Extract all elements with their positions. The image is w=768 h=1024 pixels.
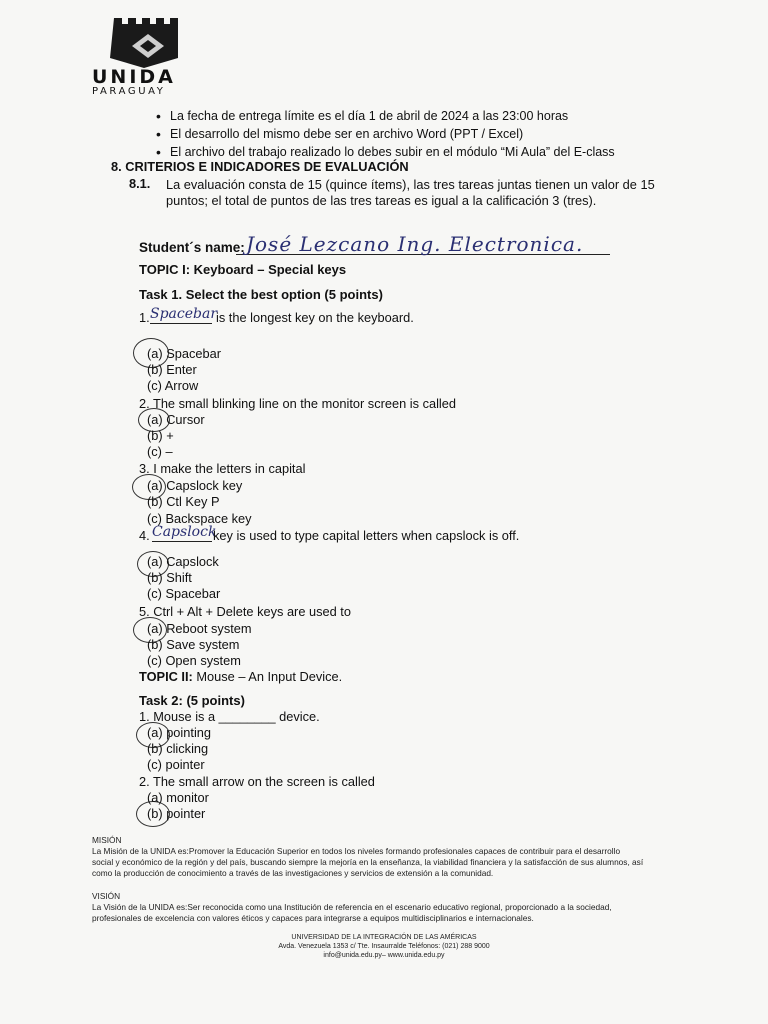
q2-option-b: (b) + (147, 428, 174, 443)
q4-option-b: (b) Shift (147, 570, 192, 585)
brand-subtitle: PARAGUAY (92, 86, 166, 97)
q6-option-c: (c) pointer (147, 757, 205, 772)
topic2-label: TOPIC II: (139, 669, 193, 684)
q4-text: key is used to type capital letters when capslock is off. (213, 528, 520, 543)
q4-handwritten-answer: Capslock (152, 524, 217, 540)
q1-option-b: (b) Enter (147, 362, 197, 377)
q7-text: 2. The small arrow on the screen is called (139, 774, 375, 789)
q7-option-a: (a) monitor (147, 790, 209, 805)
vision-line2: profesionales de excelencia con valores éticos y capaces para integrarse a equipos multidisciplinarios e internacionales. (92, 913, 534, 923)
footer-address: Avda. Venezuela 1353 c/ Tte. Insaurralde Teléfonos: (021) 288 9000 (278, 943, 490, 950)
vision-title: VISIÓN (92, 891, 121, 901)
bullet-deadline: • La fecha de entrega límite es el día 1 de abril de 2024 a las 23:00 horas (170, 108, 568, 124)
footer-contact: info@unida.edu.py– www.unida.edu.py (323, 952, 445, 959)
q1-blank (150, 323, 212, 324)
q5-option-a: (a) Reboot system (147, 621, 252, 636)
mision-title: MISIÓN (92, 835, 122, 845)
q6-option-a: (a) pointing (147, 725, 212, 740)
q5-option-c: (c) Open system (147, 653, 241, 668)
q4-option-a: (a) Capslock (147, 554, 219, 569)
student-name-handwritten: José Lezcano Ing. Electronica. (246, 232, 584, 256)
topic1-heading: TOPIC I: Keyboard – Special keys (139, 262, 347, 277)
q5-option-b: (b) Save system (147, 637, 240, 652)
q1-text: is the longest key on the keyboard. (216, 310, 414, 325)
q1-handwritten-answer: Spacebar (150, 306, 218, 322)
footer-university: UNIVERSIDAD DE LA INTEGRACIÓN DE LAS AMÉRICAS (291, 934, 477, 941)
section-subnumber: 8.1. (129, 176, 151, 191)
topic2-title: Mouse – An Input Device. (192, 669, 343, 684)
vision-line1: La Visión de la UNIDA es:Ser reconocida como una Institución de referencia en el escenario educativo regional, proporcionado a la sociedad, (92, 902, 612, 912)
section-text-line2: puntos; el total de puntos de las tres tareas es igual a la calificación 3 (tres). (166, 193, 597, 208)
q6-text: 1. Mouse is a ________ device. (139, 709, 320, 724)
topic2-heading (139, 669, 342, 685)
q2-option-c: (c) – (147, 444, 173, 459)
q4-blank (152, 541, 212, 542)
bullet-format: • El desarrollo del mismo debe ser en archivo Word (PPT / Excel) (170, 126, 523, 142)
student-name-label: Student´s name: (139, 240, 245, 255)
bullet-upload: • El archivo del trabajo realizado lo debes subir en el módulo “Mi Aula” del E-class (170, 144, 615, 160)
brand-name: UNIDA (92, 66, 176, 88)
q3-text: 3. I make the letters in capital (139, 461, 306, 476)
q7-option-b: (b) pointer (147, 806, 206, 821)
mision-line3: como la producción de conocimiento a través de las investigaciones y servicios de extensión a la comunidad. (92, 868, 494, 878)
q1-option-a: (a) Spacebar (147, 346, 221, 361)
q3-option-b: (b) Ctl Key P (147, 494, 220, 509)
task2-heading: Task 2: (5 points) (139, 693, 245, 708)
q3-option-a: (a) Capslock key (147, 478, 243, 493)
q5-text: 5. Ctrl + Alt + Delete keys are used to (139, 604, 351, 619)
section-title: 8. CRITERIOS E INDICADORES DE EVALUACIÓN (111, 159, 409, 174)
q2-text: 2. The small blinking line on the monitor screen is called (139, 396, 457, 411)
mision-line1: La Misión de la UNIDA es:Promover la Educación Superior en todos los niveles formando profesionales capaces de contribuir para el desarrollo (92, 846, 621, 856)
q4-option-c: (c) Spacebar (147, 586, 221, 601)
q2-option-a: (a) Cursor (147, 412, 205, 427)
q1-option-c: (c) Arrow (147, 378, 199, 393)
q1-number: 1. (139, 310, 150, 325)
q3-option-c: (c) Backspace key (147, 511, 252, 526)
mision-line2: social y económico de la región y del país, buscando siempre la mejoría en la enseñanza, la viabilidad financiera y la satisfacción de sus alumnos, así (92, 857, 644, 867)
section-text-line1: La evaluación consta de 15 (quince ítems), las tres tareas juntas tienen un valor de 15 (166, 177, 655, 192)
task1-heading: Task 1. Select the best option (5 points) (139, 287, 383, 302)
q4-number: 4. (139, 528, 150, 543)
q6-option-b: (b) clicking (147, 741, 209, 756)
